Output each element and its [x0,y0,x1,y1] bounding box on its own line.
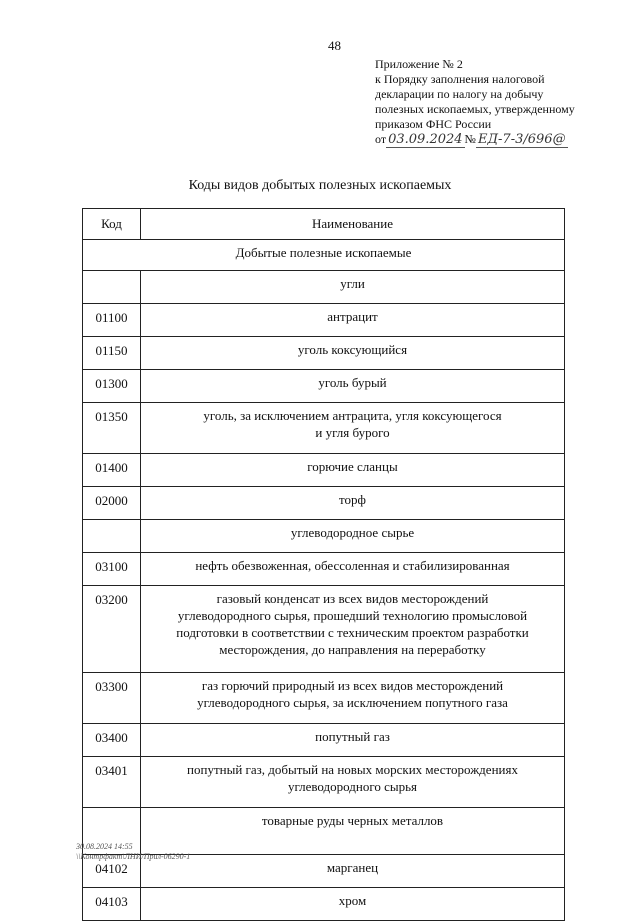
table-row [83,370,565,403]
table-row [83,403,565,454]
cell-code: 02000 [83,487,141,520]
cell-code: 01100 [83,304,141,337]
group-row [83,271,565,304]
cell-code: 01300 [83,370,141,403]
header-code: Код [83,209,141,240]
cell-code: 03400 [83,724,141,757]
cell-code: 01350 [83,403,141,454]
cell-name: уголь коксующийся [141,337,565,370]
table-body [83,240,565,921]
group-title: угли [141,271,565,304]
from-label: от [375,132,387,146]
cell-code: 03100 [83,553,141,586]
cell-name: антрацит [141,304,565,337]
table-row [83,304,565,337]
print-footer [76,842,190,862]
appendix-line: Приложение № 2 [375,57,463,71]
table-row [83,454,565,487]
cell-code: 04103 [83,888,141,921]
cell-code: 03200 [83,586,141,673]
cell-code: 04102 [83,855,141,888]
cell-name: уголь бурый [141,370,565,403]
table-row [83,673,565,724]
cell-name: нефть обезвоженная, обессоленная и стабилизированная [141,553,565,586]
appendix-header [375,57,615,148]
table-row [83,757,565,808]
cell-name: горючие сланцы [141,454,565,487]
cell-code [83,520,141,553]
group-title: углеводородное сырье [141,520,565,553]
table-row [83,337,565,370]
table-row [83,888,565,921]
cell-code: 01150 [83,337,141,370]
cell-name: хром [141,888,565,921]
appendix-line: к Порядку заполнения налоговой [375,72,545,86]
footer-path: \\Контрфакт\ЛНИ/Прил-06290-1 [76,852,191,861]
section-row [83,240,565,271]
table-row [83,724,565,757]
codes-table-wrapper [82,208,565,921]
appendix-line: полезных ископаемых, утвержденному [375,102,575,116]
cell-name: газовый конденсат из всех видов месторождений углеводородного сырья, прошедший технологию промысловой подготовки в соответствии с техническим проектом разработки месторождения, до направления на переработку [141,586,565,673]
cell-name: марганец [141,855,565,888]
page-number: 48 [328,38,341,53]
cell-code: 03401 [83,757,141,808]
table-header-row [83,209,565,240]
table-row [83,553,565,586]
group-title: товарные руды черных металлов [141,808,565,855]
codes-table [82,208,565,921]
number-label: № [464,132,476,146]
table-row [83,586,565,673]
table-row [83,487,565,520]
handwritten-date: 03.09.2024 [388,132,463,147]
header-name: Наименование [141,209,565,240]
cell-code [83,271,141,304]
handwritten-order-number: ЕД-7-3/696@ [477,132,566,147]
cell-code: 03300 [83,673,141,724]
cell-name: попутный газ, добытый на новых морских месторождениях углеводородного сырья [141,757,565,808]
appendix-line: декларации по налогу на добычу [375,87,544,101]
cell-code: 01400 [83,454,141,487]
cell-name: попутный газ [141,724,565,757]
cell-name: уголь, за исключением антрацита, угля коксующегося и угля бурого [141,403,565,454]
cell-name: газ горючий природный из всех видов месторождений углеводородного сырья, за исключением попутного газа [141,673,565,724]
cell-name: торф [141,487,565,520]
section-title: Добытые полезные ископаемые [83,240,565,271]
footer-timestamp: 30.08.2024 14:55 [76,842,133,851]
group-row [83,520,565,553]
appendix-line: приказом ФНС России [375,117,492,131]
document-title: Коды видов добытых полезных ископаемых [188,178,452,193]
order-date-number-line [375,132,615,148]
